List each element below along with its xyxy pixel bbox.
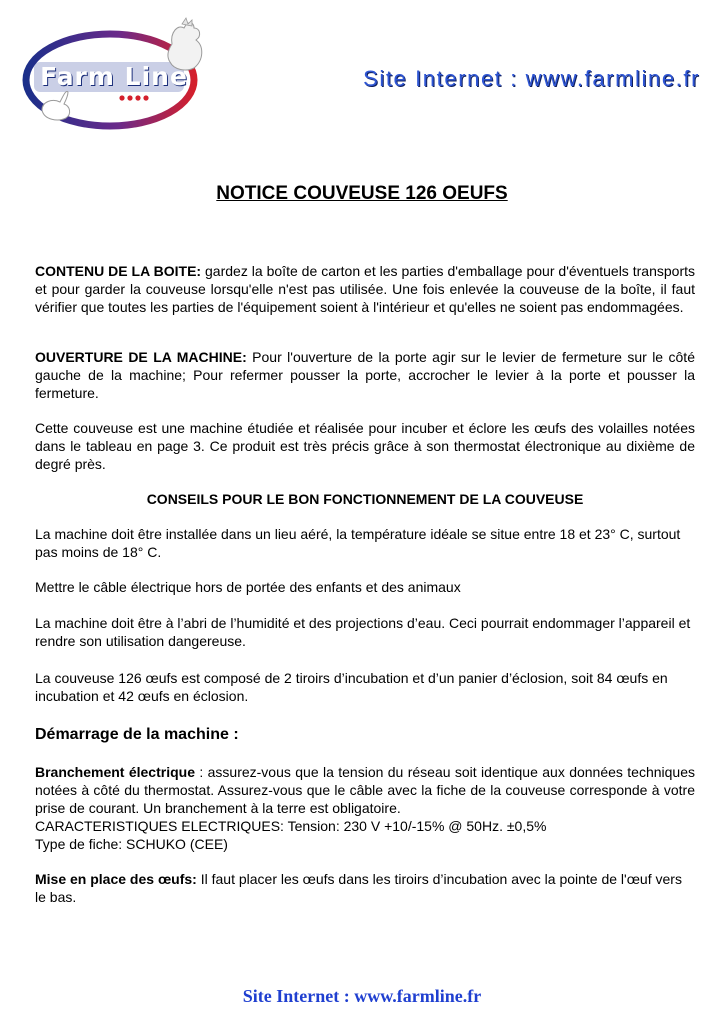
contenu-paragraph (35, 262, 695, 316)
conseil-1: La machine doit être installée dans un lieu aéré, la température idéale se situe entre 18 et 23° C, surtout pas moins de 18° C. (35, 526, 681, 560)
contenu-label: CONTENU DE LA BOITE: (35, 263, 202, 279)
branchement-label: Branchement électrique (35, 764, 195, 780)
plug-type: Type de fiche: SCHUKO (CEE) (35, 836, 228, 852)
conseil-3: La machine doit être à l’abri de l’humidité et des projections d’eau. Ceci pourrait endommager l’appareil et rendre son utilisation dangereuse. (35, 615, 691, 649)
header-site-link[interactable]: Site Internet : www.farmline.fr (363, 66, 700, 91)
branchement-text: : assurez-vous que la tension du réseau soit identique aux données techniques notées à côté du thermostat. Assurez-vous que le câble avec la fiche de la couveuse corresponde à votre prise de courant. Un branchement à la terre est obligatoire. (35, 764, 696, 816)
mise-en-place-label: Mise en place des œufs: (35, 871, 197, 887)
demarrage-heading: Démarrage de la machine : (35, 726, 239, 743)
ouverture-label: OUVERTURE DE LA MACHINE: (35, 349, 247, 365)
conseils-title: CONSEILS POUR LE BON FONCTIONNEMENT DE LA COUVEUSE (146, 491, 584, 507)
conseil-2: Mettre le câble électrique hors de portée des enfants et des animaux (35, 579, 461, 595)
page-title: NOTICE COUVEUSE 126 OEUFS (216, 183, 508, 204)
mise-en-place-paragraph (35, 870, 695, 906)
electrical-specs: CARACTERISTIQUES ELECTRIQUES: Tension: 230 V +10/-15% @ 50Hz. ±0,5% (35, 818, 547, 834)
ouverture-paragraph (35, 348, 695, 402)
logo-text: Farm Line (40, 62, 188, 91)
branchement-paragraph (35, 763, 695, 817)
intro-paragraph: Cette couveuse est une machine étudiée et réalisée pour incuber et éclore les œufs des volailles notées dans le tableau en page 3. Ce produit est très précis grâce à son thermostat électronique au dixième de degré près. (35, 420, 695, 472)
footer-site-link[interactable]: Site Internet : www.farmline.fr (242, 986, 482, 1006)
farmline-logo (22, 14, 208, 132)
mise-en-place-text: Il faut placer les œufs dans les tiroirs d’incubation avec la pointe de l'œuf vers le bas. (35, 871, 682, 905)
contenu-text: gardez la boîte de carton et les parties d'emballage pour d'éventuels transports et pour garder la couveuse lorsqu'elle n'est pas utilisée. Une fois enlevée la couveuse de la boîte, il faut vérifier que toutes les parties de l'équipement soient à l'intérieur et qu'elles ne soient pas endommagées. (35, 263, 695, 315)
conseil-4: La couveuse 126 œufs est composé de 2 tiroirs d’incubation et d’un panier d’éclosion, soit 84 œufs en incubation et 42 œufs en éclosion. (35, 670, 668, 704)
ouverture-text: Pour l'ouverture de la porte agir sur le levier de fermeture sur le côté gauche de la machine; Pour refermer pousser la porte, accrocher le levier à la porte et pousser la fermeture. (35, 349, 695, 401)
